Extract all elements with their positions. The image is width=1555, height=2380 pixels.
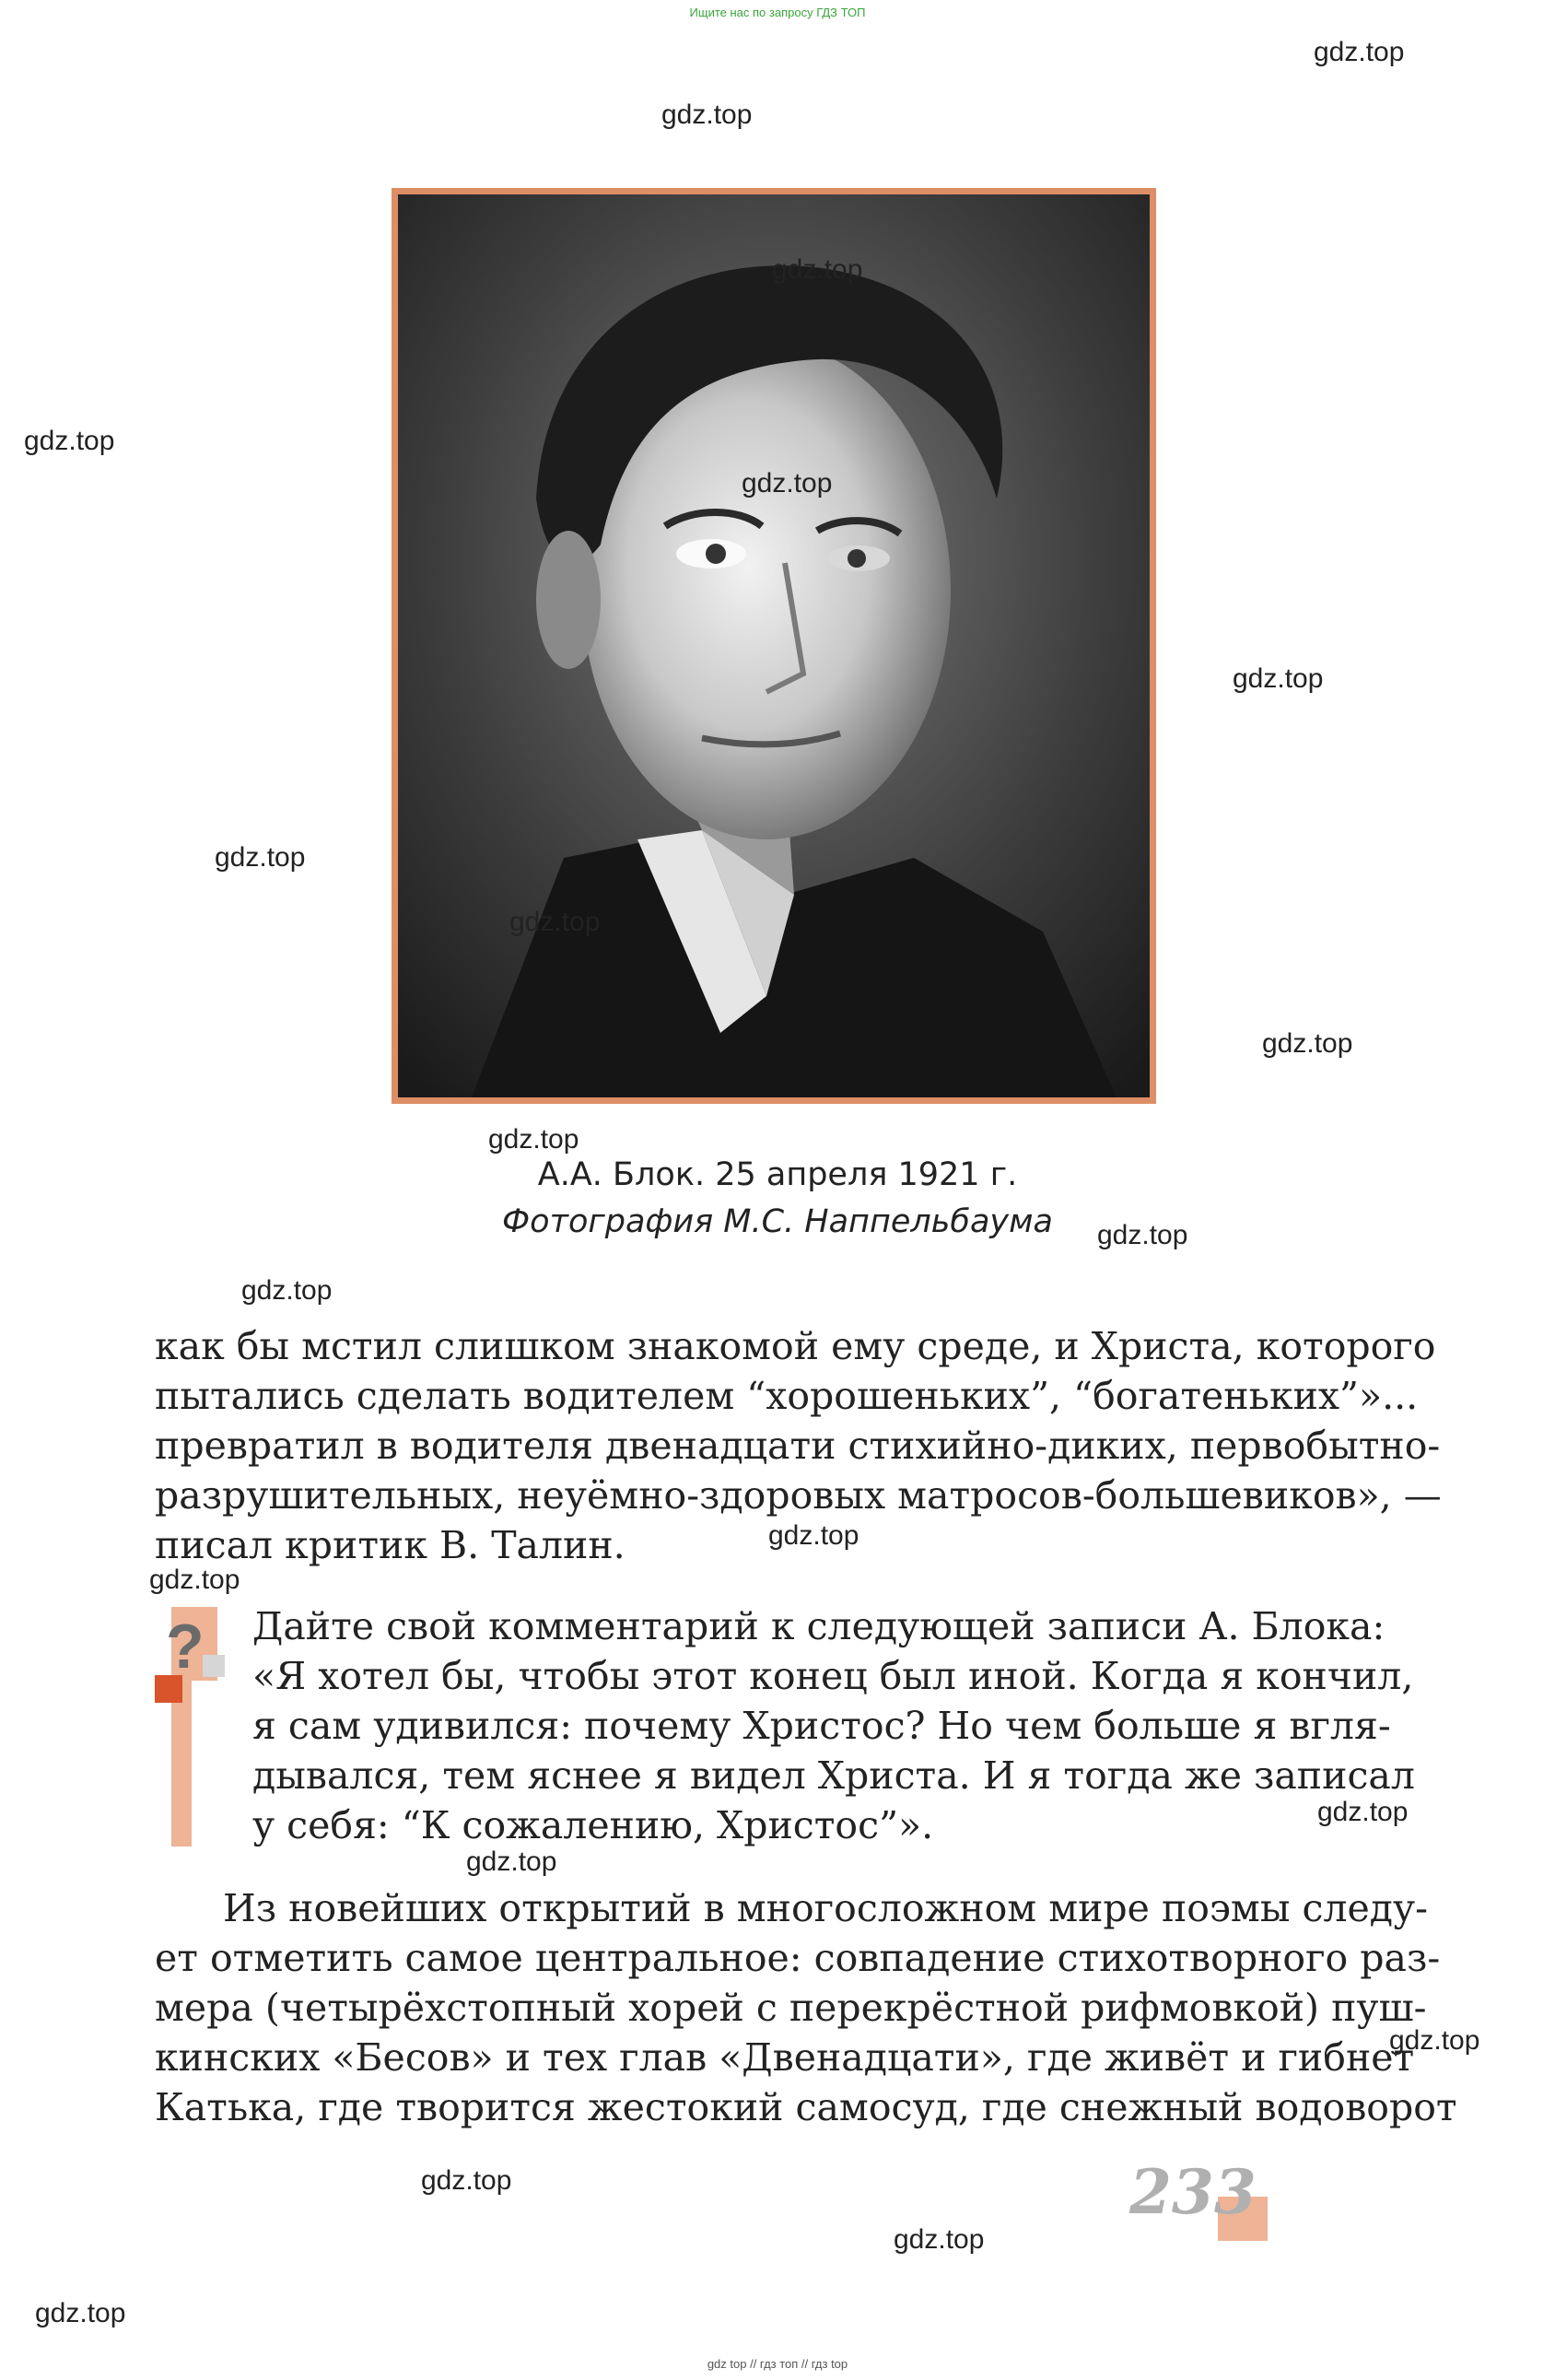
watermark: gdz.top bbox=[1389, 2025, 1480, 2056]
text-line: я сам удивился: почему Христос? Но чем больше я вгля- bbox=[252, 1704, 1391, 1748]
watermark: gdz.top bbox=[149, 1565, 240, 1595]
watermark: gdz.top bbox=[215, 842, 306, 873]
watermark: gdz.top bbox=[1233, 663, 1324, 694]
text-line: Дайте свой комментарий к следующей записи А. Блока: bbox=[252, 1604, 1385, 1648]
footer-note: gdz top // гдз топ // гдз top bbox=[707, 2357, 848, 2371]
portrait-image bbox=[398, 194, 1150, 1097]
watermark: gdz.top bbox=[894, 2224, 985, 2255]
watermark: gdz.top bbox=[1317, 1797, 1409, 1827]
watermark: gdz.top bbox=[509, 907, 601, 937]
watermark: gdz.top bbox=[768, 1520, 859, 1551]
watermark: gdz.top bbox=[1262, 1028, 1353, 1059]
text-line: превратил в водителя двенадцати стихийно-диких, первобытно- bbox=[155, 1424, 1441, 1468]
text-line: писал критик В. Талин. bbox=[155, 1523, 626, 1567]
photo-caption: А.А. Блок. 25 апреля 1921 г. bbox=[537, 1156, 1018, 1193]
text-line: ет отметить самое центральное: совпадение стихотворного раз- bbox=[155, 1936, 1441, 1980]
header-note: Ищите нас по запросу ГДЗ ТОП bbox=[689, 6, 866, 19]
question-marker bbox=[155, 1607, 238, 1847]
text-line: дывался, тем яснее я видел Христа. И я тогда же записал bbox=[252, 1753, 1415, 1798]
watermark: gdz.top bbox=[661, 100, 753, 130]
watermark: gdz.top bbox=[1097, 1220, 1188, 1250]
watermark: gdz.top bbox=[241, 1275, 333, 1306]
portrait-photo bbox=[392, 188, 1156, 1104]
page-number: 233 bbox=[1129, 2156, 1257, 2228]
text-line: Из новейших открытий в многосложном мире поэмы следу- bbox=[223, 1886, 1428, 1930]
question-text bbox=[252, 1601, 1415, 1850]
text-line: мера (четырёхстопный хорей с перекрёстной рифмовкой) пуш- bbox=[155, 1986, 1427, 2030]
text-line: «Я хотел бы, чтобы этот конец был иной. Когда я кончил, bbox=[252, 1654, 1414, 1698]
question-mark-icon: ? bbox=[166, 1612, 205, 1682]
watermark: gdz.top bbox=[24, 426, 115, 456]
watermark: gdz.top bbox=[742, 468, 833, 498]
text-line: пытались сделать водителем “хорошеньких”, “богатеньких”»... bbox=[155, 1374, 1419, 1418]
watermark: gdz.top bbox=[488, 1124, 579, 1155]
watermark: gdz.top bbox=[1314, 37, 1405, 67]
question-gray-square bbox=[203, 1655, 225, 1677]
text-line: кинских «Бесов» и тех глав «Двенадцати», где живёт и гибнет bbox=[155, 2035, 1415, 2080]
text-line: как бы мстил слишком знакомой ему среде, и Христа, которого bbox=[155, 1324, 1436, 1368]
text-line: разрушительных, неуёмно-здоровых матросов-большевиков», — bbox=[155, 1473, 1442, 1518]
watermark: gdz.top bbox=[772, 254, 863, 285]
watermark: gdz.top bbox=[421, 2165, 512, 2196]
text-line: Катька, где творится жестокий самосуд, где снежный водоворот bbox=[155, 2085, 1457, 2129]
text-line: у себя: “К сожалению, Христос”». bbox=[252, 1803, 934, 1847]
watermark: gdz.top bbox=[35, 2298, 126, 2328]
photo-credit: Фотография М.С. Наппельбаума bbox=[502, 1203, 1053, 1240]
watermark: gdz.top bbox=[466, 1847, 557, 1877]
